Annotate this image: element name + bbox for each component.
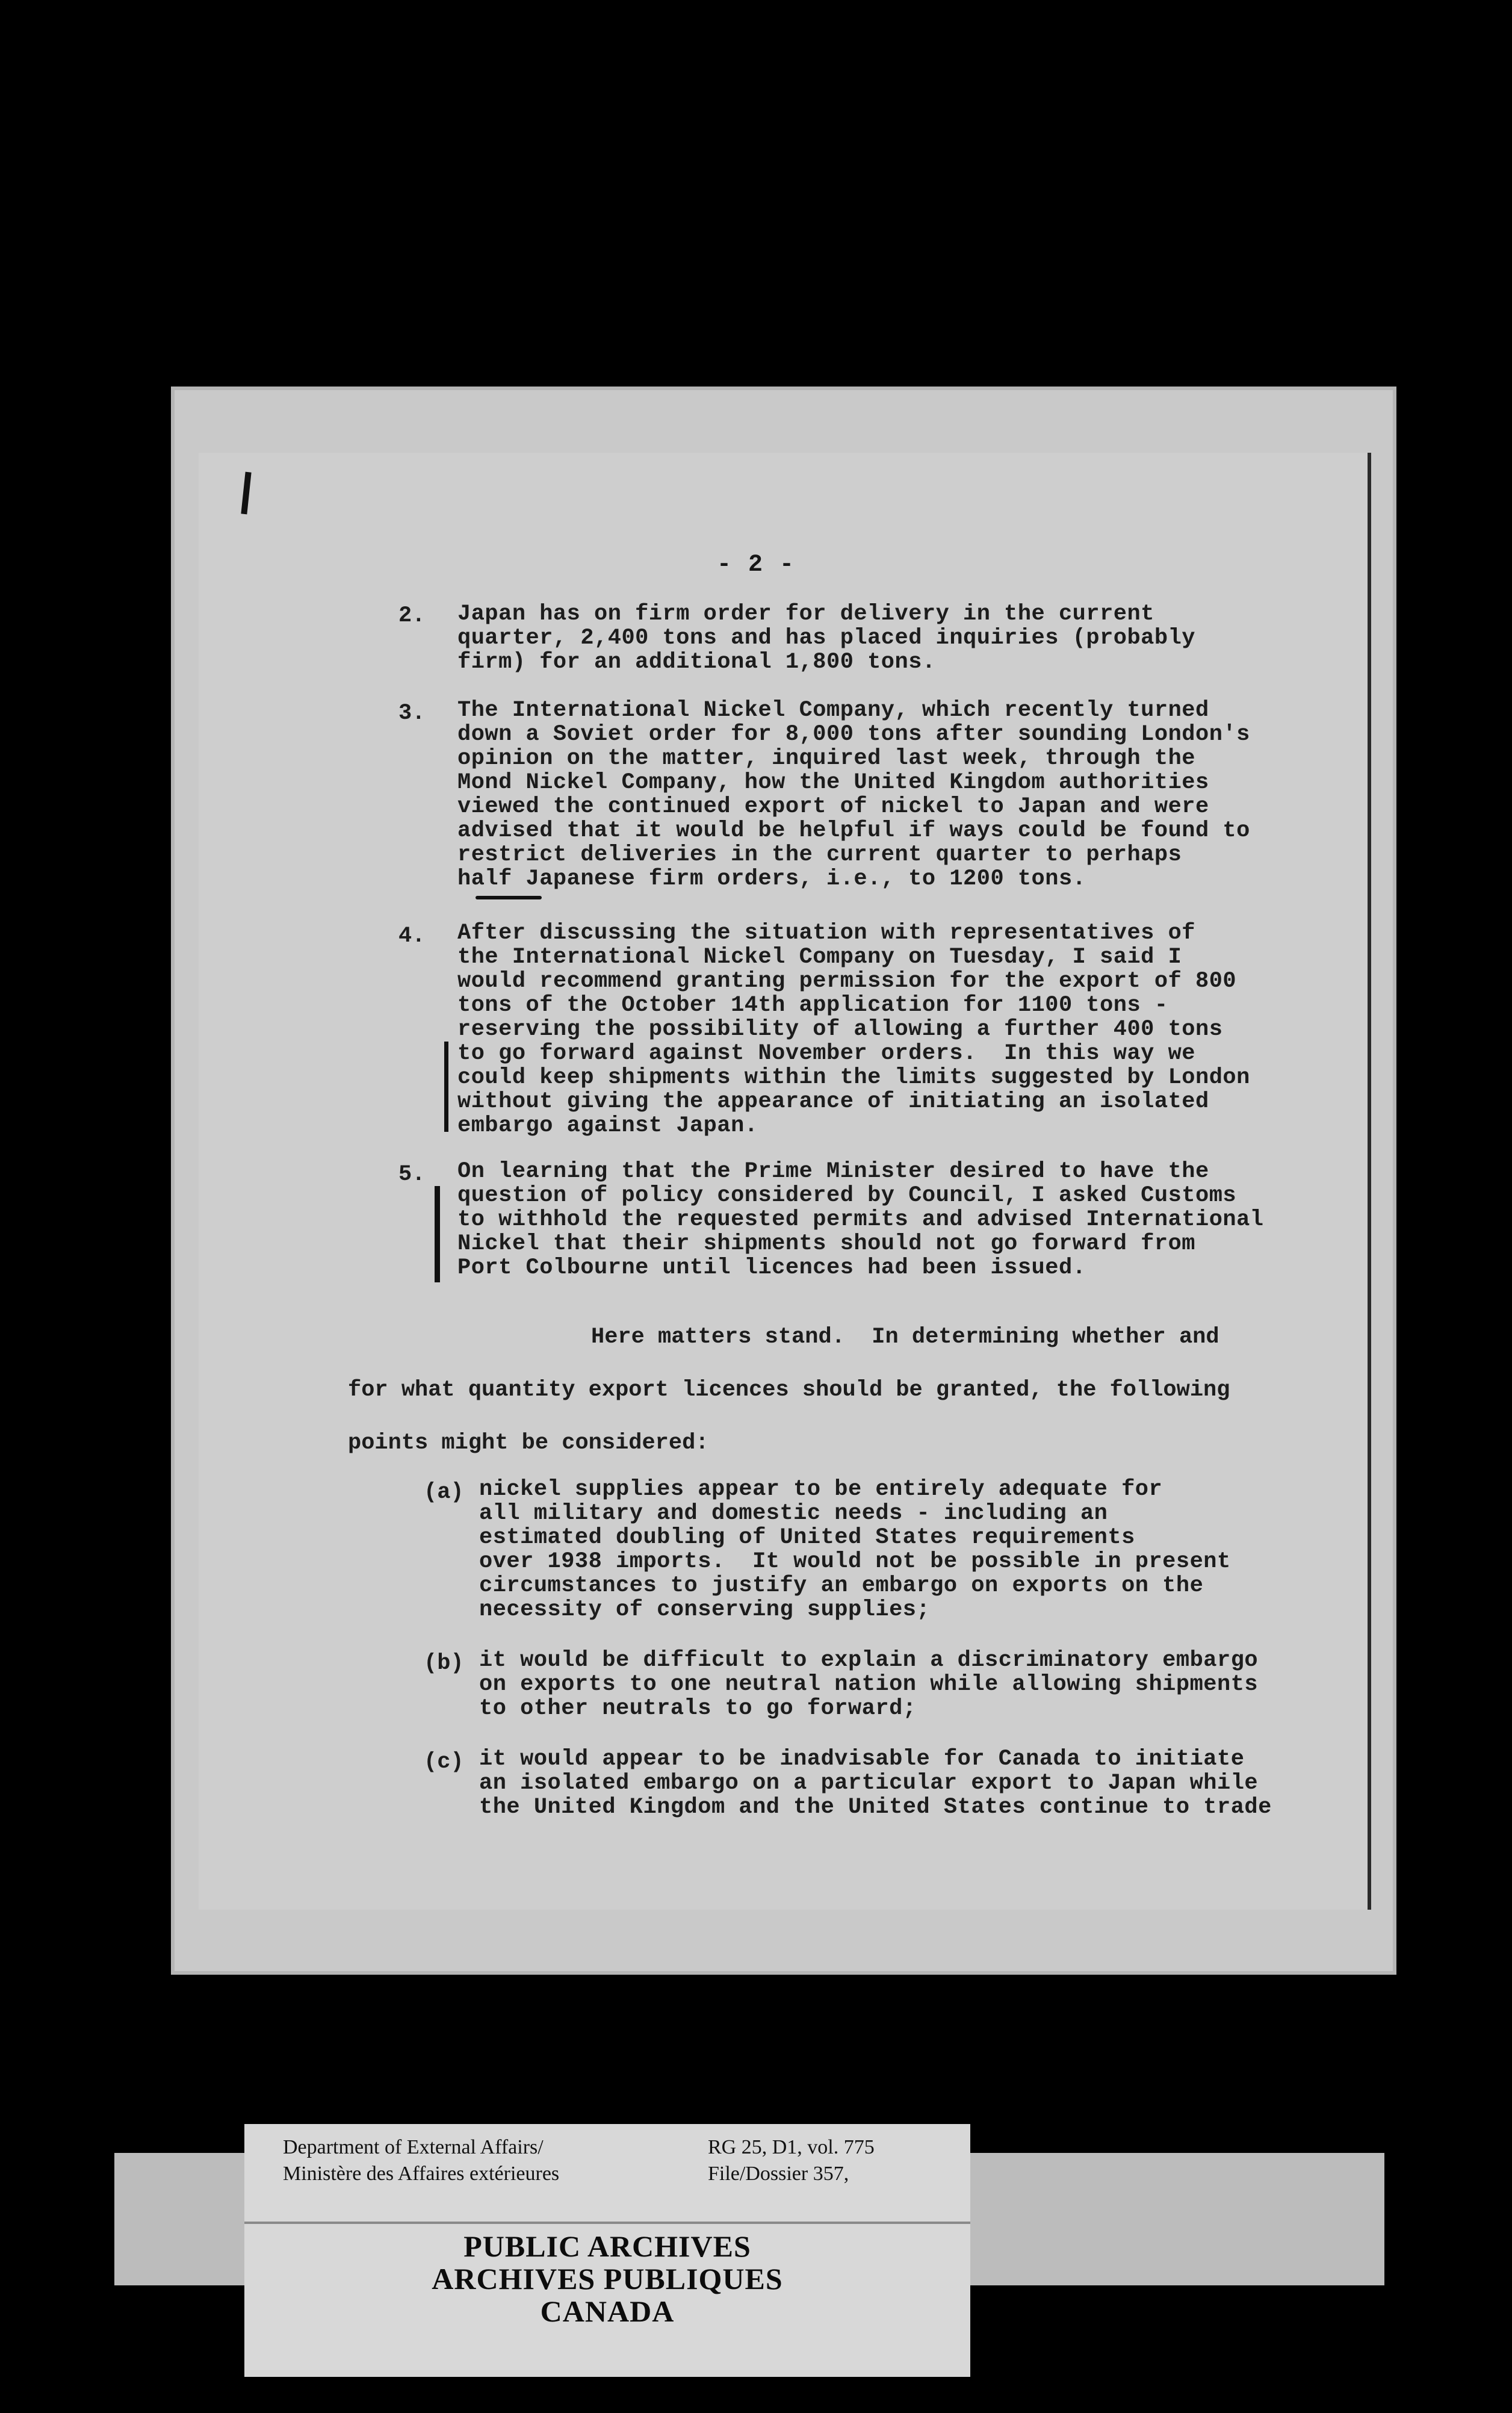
page-number: - 2 - [716,551,796,579]
paragraph-line: question of policy considered by Council, I asked Customs [457,1183,1237,1208]
paragraph-line: to go forward against November orders. In this way we [457,1041,1195,1066]
body-line: points might be considered: [348,1430,709,1456]
margin-sidebar-line [435,1186,440,1282]
paragraph-line: restrict deliveries in the current quarter to perhaps [457,842,1182,868]
paragraph-number: 3. [398,701,426,726]
item-line: over 1938 imports. It would not be possible in present [479,1549,1231,1574]
paragraph-line: could keep shipments within the limits suggested by London [457,1065,1250,1090]
paragraph-line: The International Nickel Company, which recently turned [457,698,1209,723]
paragraph-line: quarter, 2,400 tons and has placed inquiries (probably [457,626,1195,651]
paragraph-line: tons of the October 14th application for 1100 tons - [457,993,1168,1018]
item-line: the United Kingdom and the United States continue to trade [479,1795,1272,1820]
item-label-b: (b) [424,1651,464,1676]
item-line: nickel supplies appear to be entirely adequate for [479,1477,1163,1502]
item-line: on exports to one neutral nation while allowing shipments [479,1672,1259,1697]
paragraph-line: After discussing the situation with representatives of [457,921,1195,946]
paragraph-line: Mond Nickel Company, how the United Kingdom authorities [457,770,1209,795]
body-line: Here matters stand. In determining whether and [591,1325,1219,1350]
item-label-a: (a) [424,1480,464,1505]
label-divider [244,2222,970,2224]
paragraph-line: to withhold the requested permits and advised International [457,1207,1264,1232]
item-line: circumstances to justify an embargo on exports on the [479,1573,1204,1598]
handwritten-underline [476,896,542,899]
paragraph-line: Japan has on firm order for delivery in the current [457,601,1154,627]
paragraph-line: would recommend granting permission for the export of 800 [457,969,1237,994]
paragraph-line: Port Colbourne until licences had been issued. [457,1255,1086,1281]
item-line: it would be difficult to explain a discriminatory embargo [479,1648,1259,1673]
file-number: File/Dossier 357, [708,2163,849,2185]
item-line: to other neutrals to go forward; [479,1696,917,1721]
item-line: an isolated embargo on a particular export to Japan while [479,1771,1259,1796]
paragraph-line: half Japanese firm orders, i.e., to 1200 tons. [457,866,1086,892]
body-line: for what quantity export licences should be granted, the following [348,1377,1230,1403]
paragraph-line: On learning that the Prime Minister desired to have the [457,1159,1209,1184]
paragraph-line: firm) for an additional 1,800 tons. [457,650,936,675]
department-fr: Ministère des Affaires extérieures [283,2163,560,2185]
archives-stamp-line-1: PUBLIC ARCHIVES [463,2229,751,2263]
reference-number: RG 25, D1, vol. 775 [708,2136,875,2158]
paragraph-line: the International Nickel Company on Tuesday, I said I [457,945,1182,970]
paragraph-line: Nickel that their shipments should not go forward from [457,1231,1195,1256]
paragraph-number: 2. [398,603,426,629]
item-line: necessity of conserving supplies; [479,1597,931,1623]
paragraph-line: opinion on the matter, inquired last week, through the [457,746,1195,771]
item-line: estimated doubling of United States requirements [479,1525,1135,1550]
archives-stamp-line-2: ARCHIVES PUBLIQUES [432,2262,783,2296]
paragraph-number: 5. [398,1162,426,1187]
archives-stamp-line-3: CANADA [540,2294,675,2328]
margin-sidebar-line [444,1042,448,1132]
paragraph-line: embargo against Japan. [457,1113,758,1138]
item-line: it would appear to be inadvisable for Canada to initiate [479,1747,1245,1772]
paragraph-number: 4. [398,924,426,949]
item-label-c: (c) [424,1750,464,1775]
paragraph-line: reserving the possibility of allowing a further 400 tons [457,1017,1223,1042]
paragraph-line: advised that it would be helpful if ways could be found to [457,818,1250,843]
item-line: all military and domestic needs - including an [479,1501,1108,1526]
department-en: Department of External Affairs/ [283,2136,544,2158]
paragraph-line: viewed the continued export of nickel to Japan and were [457,794,1209,819]
paragraph-line: without giving the appearance of initiating an isolated [457,1089,1209,1114]
paragraph-line: down a Soviet order for 8,000 tons after sounding London's [457,722,1250,747]
